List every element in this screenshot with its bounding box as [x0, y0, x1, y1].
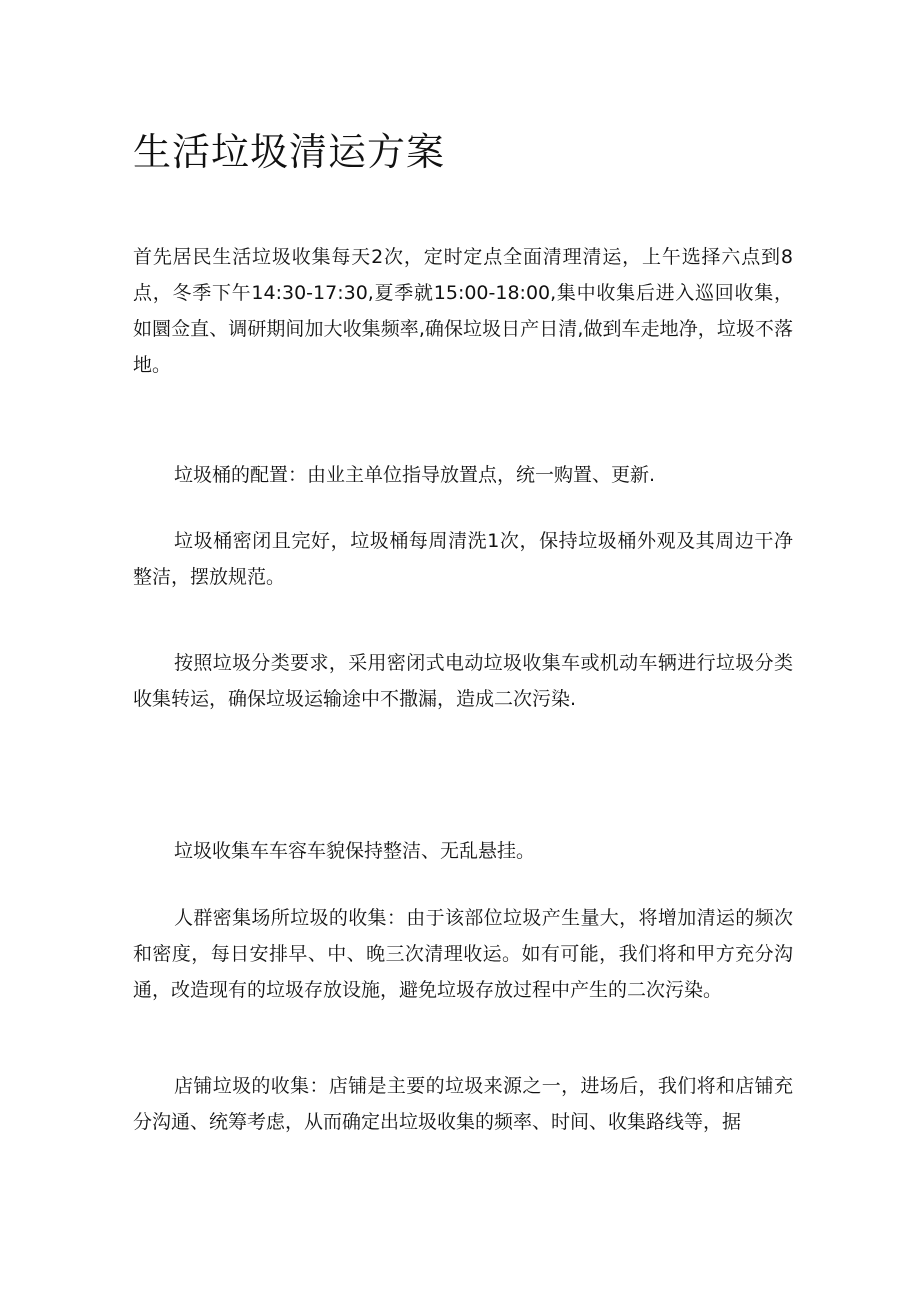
paragraph-sorted-transport: 按照垃圾分类要求，采用密闭式电动垃圾收集车或机动车辆进行垃圾分类收集转运，确保垃圾运输途中不撒漏，造成二次污染.	[133, 652, 793, 710]
paragraph-bin-cleaning: 垃圾桶密闭且完好，垃圾桶每周清洗1次，保持垃圾桶外观及其周边干净整洁，摆放规范。	[133, 530, 793, 588]
document-title: 生活垃圾清运方案	[133, 130, 446, 174]
paragraph-bin-configuration: 垃圾桶的配置：由业主单位指导放置点，统一购置、更新.	[174, 464, 656, 486]
paragraph-crowded-areas: 人群密集场所垃圾的收集：由于该部位垃圾产生量大，将增加清运的频次和密度，每日安排早、中、晚三次清理收运。如有可能，我们将和甲方充分沟通，改造现有的垃圾存放设施，避免垃圾存放过程中产生的二次污染。	[133, 907, 793, 1001]
paragraph-collection-schedule: 首先居民生活垃圾收集每天2次，定时定点全面清理清运，上午选择六点到8点，冬季下午14:30-17:30,夏季就15:00-18:00,集中收集后进入巡回收集，如圜佥直、调研期间加大收集频率,确保垃圾日产日清,做到车走地净，垃圾不落地。	[133, 246, 793, 376]
paragraph-vehicle-appearance: 垃圾收集车车容车貌保持整洁、无乱悬挂。	[174, 840, 536, 862]
paragraph-shop-waste: 店铺垃圾的收集：店铺是主要的垃圾来源之一，进场后，我们将和店铺充分沟通、统筹考虑，从而确定出垃圾收集的频率、时间、收集路线等，据	[133, 1075, 793, 1133]
